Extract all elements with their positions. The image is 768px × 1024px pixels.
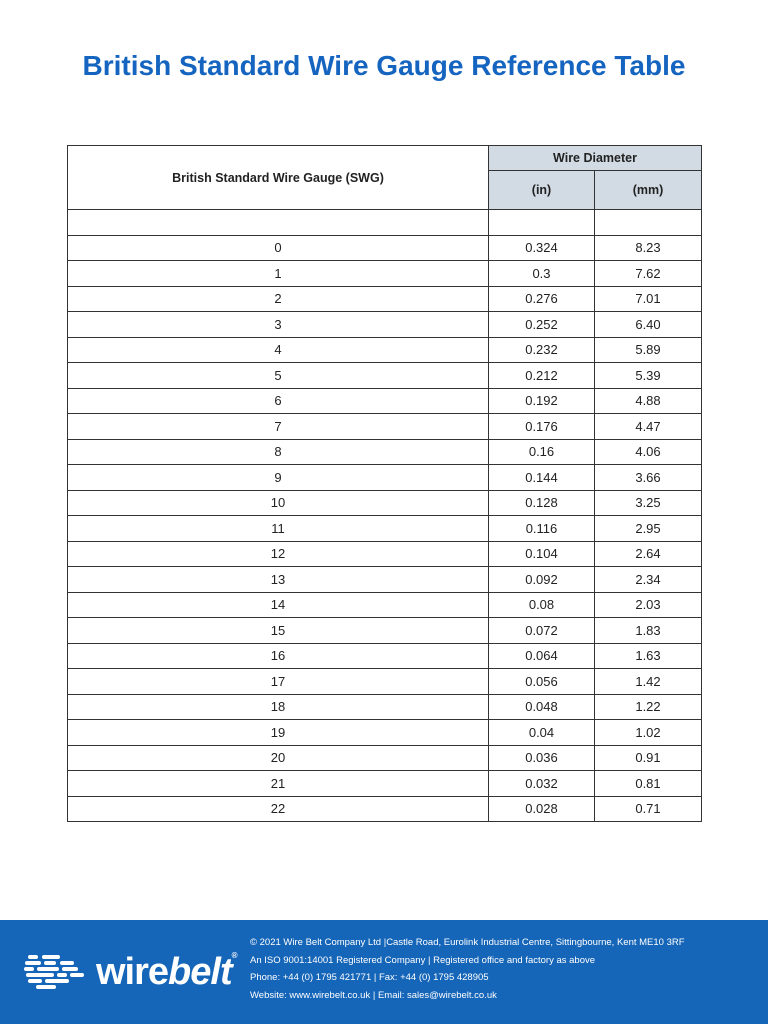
table-body [68,210,702,822]
divider-cell [595,210,702,236]
diameter-mm-cell: 2.64 [595,541,702,567]
diameter-mm-cell: 1.02 [595,720,702,746]
page-title: British Standard Wire Gauge Reference Table [82,50,686,81]
diameter-in-cell: 0.072 [489,618,595,644]
diameter-in-cell: 0.212 [489,363,595,389]
footer-website-email: Website: www.wirebelt.co.uk | Email: sales@wirebelt.co.uk [250,989,497,1001]
diameter-in-cell: 0.048 [489,694,595,720]
logo-word-wire: wire [96,951,169,993]
header-divider-row [68,210,702,236]
diameter-in-cell: 0.092 [489,567,595,593]
diameter-in-cell: 0.04 [489,720,595,746]
table-row [68,465,702,491]
swg-cell: 14 [68,592,489,618]
diameter-mm-cell: 3.66 [595,465,702,491]
swg-cell: 11 [68,516,489,542]
diameter-in-cell: 0.176 [489,414,595,440]
table-row [68,439,702,465]
swg-column-header: British Standard Wire Gauge (SWG) [68,146,489,210]
diameter-in-cell: 0.032 [489,771,595,797]
swg-cell: 12 [68,541,489,567]
table-row [68,567,702,593]
registered-mark: ® [231,951,237,960]
wirebelt-logo [22,945,237,997]
footer-iso-registration: An ISO 9001:14001 Registered Company | Registered office and factory as above [250,954,596,966]
diameter-mm-cell: 0.71 [595,796,702,822]
inch-column-header: (in) [489,171,595,210]
swg-cell: 6 [68,388,489,414]
table-row [68,490,702,516]
diameter-mm-cell: 0.91 [595,745,702,771]
swg-cell: 16 [68,643,489,669]
diameter-mm-cell: 2.34 [595,567,702,593]
table-row [68,235,702,261]
diameter-in-cell: 0.128 [489,490,595,516]
table-row [68,312,702,338]
swg-cell: 9 [68,465,489,491]
diameter-mm-cell: 6.40 [595,312,702,338]
swg-cell: 20 [68,745,489,771]
diameter-in-cell: 0.028 [489,796,595,822]
table-row [68,643,702,669]
swg-cell: 2 [68,286,489,312]
footer-contact-info [250,934,750,1004]
diameter-in-cell: 0.08 [489,592,595,618]
diameter-mm-cell: 5.39 [595,363,702,389]
footer-phone-fax: Phone: +44 (0) 1795 421771 | Fax: +44 (0) 1795 428905 [250,972,489,983]
diameter-in-cell: 0.252 [489,312,595,338]
swg-cell: 18 [68,694,489,720]
diameter-mm-cell: 0.81 [595,771,702,797]
swg-cell: 21 [68,771,489,797]
logo-word-belt: belt [168,951,232,993]
divider-cell [68,210,489,236]
swg-cell: 5 [68,363,489,389]
swg-cell: 8 [68,439,489,465]
diameter-mm-cell: 1.63 [595,643,702,669]
diameter-in-cell: 0.056 [489,669,595,695]
footer-copyright-address: © 2021 Wire Belt Company Ltd |Castle Road, Eurolink Industrial Centre, Sittingbourne, Kent ME10 3RF [250,937,685,948]
diameter-mm-cell: 3.25 [595,490,702,516]
diameter-in-cell: 0.232 [489,337,595,363]
diameter-in-cell: 0.324 [489,235,595,261]
swg-cell: 22 [68,796,489,822]
swg-cell: 7 [68,414,489,440]
table-row [68,516,702,542]
diameter-mm-cell: 2.03 [595,592,702,618]
diameter-in-cell: 0.192 [489,388,595,414]
diameter-mm-cell: 7.01 [595,286,702,312]
diameter-mm-cell: 1.42 [595,669,702,695]
table-row [68,337,702,363]
wirebelt-globe-icon [22,949,92,993]
swg-cell: 4 [68,337,489,363]
diameter-in-cell: 0.036 [489,745,595,771]
diameter-in-cell: 0.16 [489,439,595,465]
swg-cell: 0 [68,235,489,261]
diameter-in-cell: 0.064 [489,643,595,669]
divider-cell [489,210,595,236]
table-row [68,363,702,389]
swg-cell: 13 [68,567,489,593]
table-row [68,286,702,312]
diameter-mm-cell: 1.83 [595,618,702,644]
diameter-mm-cell: 4.06 [595,439,702,465]
diameter-mm-cell: 1.22 [595,694,702,720]
diameter-in-cell: 0.104 [489,541,595,567]
table-row [68,388,702,414]
swg-cell: 19 [68,720,489,746]
table-row [68,618,702,644]
table-row [68,592,702,618]
table-row [68,771,702,797]
wire-diameter-header: Wire Diameter [489,146,702,171]
table-row [68,720,702,746]
diameter-in-cell: 0.276 [489,286,595,312]
diameter-mm-cell: 5.89 [595,337,702,363]
swg-cell: 10 [68,490,489,516]
table-row [68,261,702,287]
table-row [68,694,702,720]
diameter-mm-cell: 4.88 [595,388,702,414]
diameter-mm-cell: 7.62 [595,261,702,287]
table-row [68,541,702,567]
diameter-mm-cell: 2.95 [595,516,702,542]
diameter-mm-cell: 4.47 [595,414,702,440]
diameter-mm-cell: 8.23 [595,235,702,261]
table-row [68,414,702,440]
diameter-in-cell: 0.3 [489,261,595,287]
swg-cell: 1 [68,261,489,287]
wirebelt-wordmark [96,951,237,994]
diameter-in-cell: 0.116 [489,516,595,542]
wire-gauge-table [67,145,702,822]
swg-cell: 17 [68,669,489,695]
mm-column-header: (mm) [595,171,702,210]
table-row [68,669,702,695]
table-row [68,745,702,771]
diameter-in-cell: 0.144 [489,465,595,491]
swg-cell: 15 [68,618,489,644]
table-row [68,796,702,822]
swg-cell: 3 [68,312,489,338]
